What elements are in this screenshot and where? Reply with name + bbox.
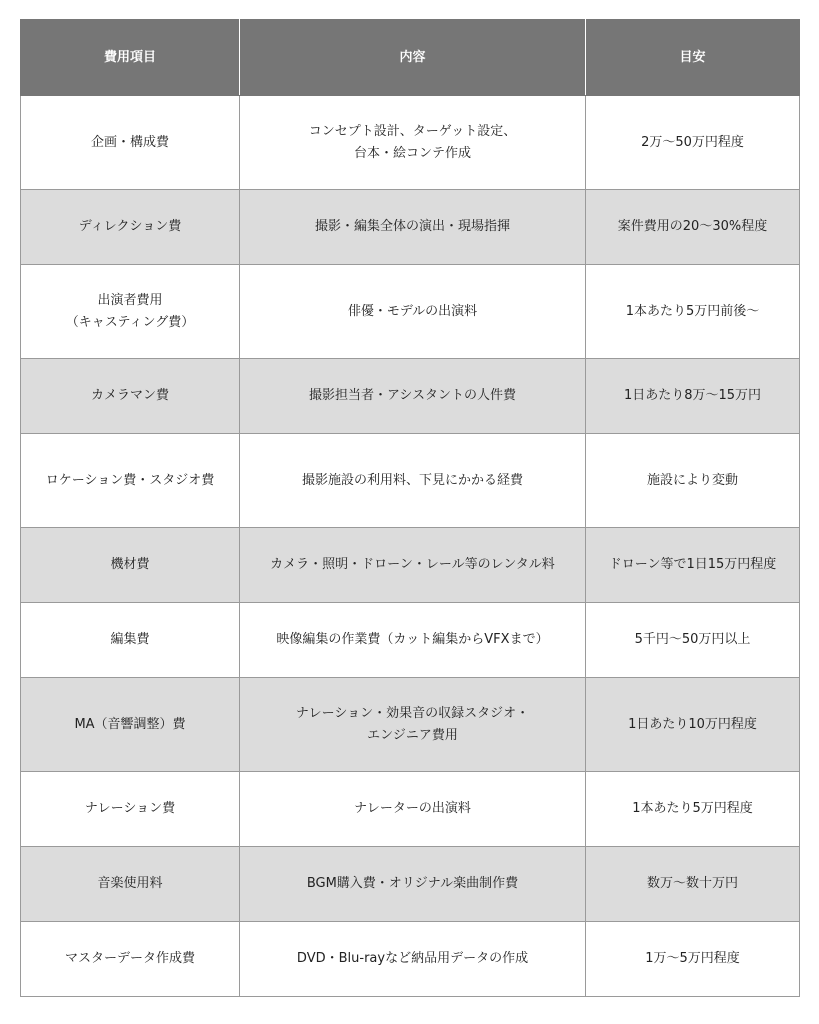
table-row — [21, 603, 800, 678]
cost-table — [20, 19, 800, 997]
cost-item-cell: 機材費 — [21, 528, 240, 603]
estimate-cell: 施設により変動 — [586, 434, 800, 528]
content-cell: カメラ・照明・ドローン・レール等のレンタル料 — [240, 528, 586, 603]
estimate-cell: 2万〜50万円程度 — [586, 96, 800, 190]
content-cell: 映像編集の作業費（カット編集からVFXまで） — [240, 603, 586, 678]
content-cell: 俳優・モデルの出演料 — [240, 265, 586, 359]
cost-item-cell: ロケーション費・スタジオ費 — [21, 434, 240, 528]
cost-item-cell: 出演者費用 （キャスティング費） — [21, 265, 240, 359]
content-cell: DVD・Blu-rayなど納品用データの作成 — [240, 922, 586, 997]
cost-item-cell: ナレーション費 — [21, 772, 240, 847]
content-cell: 撮影施設の利用料、下見にかかる経費 — [240, 434, 586, 528]
cost-item-cell: 編集費 — [21, 603, 240, 678]
content-cell: ナレーターの出演料 — [240, 772, 586, 847]
table-row — [21, 772, 800, 847]
content-cell: BGM購入費・オリジナル楽曲制作費 — [240, 847, 586, 922]
table-row — [21, 678, 800, 772]
header-content: 内容 — [240, 20, 586, 96]
content-cell: ナレーション・効果音の収録スタジオ・ エンジニア費用 — [240, 678, 586, 772]
table-row — [21, 359, 800, 434]
estimate-cell: 1日あたり10万円程度 — [586, 678, 800, 772]
content-cell: 撮影担当者・アシスタントの人件費 — [240, 359, 586, 434]
table-row — [21, 847, 800, 922]
estimate-cell: 1万〜5万円程度 — [586, 922, 800, 997]
cost-item-cell: 企画・構成費 — [21, 96, 240, 190]
table-row — [21, 96, 800, 190]
header-cost-item: 費用項目 — [21, 20, 240, 96]
estimate-cell: 5千円〜50万円以上 — [586, 603, 800, 678]
cost-item-cell: マスターデータ作成費 — [21, 922, 240, 997]
table-row — [21, 190, 800, 265]
table-row — [21, 922, 800, 997]
table-header-row — [21, 20, 800, 96]
header-estimate: 目安 — [586, 20, 800, 96]
cost-item-cell: カメラマン費 — [21, 359, 240, 434]
cost-item-cell: 音楽使用料 — [21, 847, 240, 922]
content-cell: コンセプト設計、ターゲット設定、 台本・絵コンテ作成 — [240, 96, 586, 190]
table-row — [21, 434, 800, 528]
estimate-cell: 1本あたり5万円前後〜 — [586, 265, 800, 359]
estimate-cell: 数万〜数十万円 — [586, 847, 800, 922]
table-row — [21, 528, 800, 603]
table-row — [21, 265, 800, 359]
estimate-cell: 1本あたり5万円程度 — [586, 772, 800, 847]
content-cell: 撮影・編集全体の演出・現場指揮 — [240, 190, 586, 265]
cost-item-cell: ディレクション費 — [21, 190, 240, 265]
estimate-cell: 案件費用の20〜30%程度 — [586, 190, 800, 265]
estimate-cell: 1日あたり8万〜15万円 — [586, 359, 800, 434]
estimate-cell: ドローン等で1日15万円程度 — [586, 528, 800, 603]
cost-item-cell: MA（音響調整）費 — [21, 678, 240, 772]
